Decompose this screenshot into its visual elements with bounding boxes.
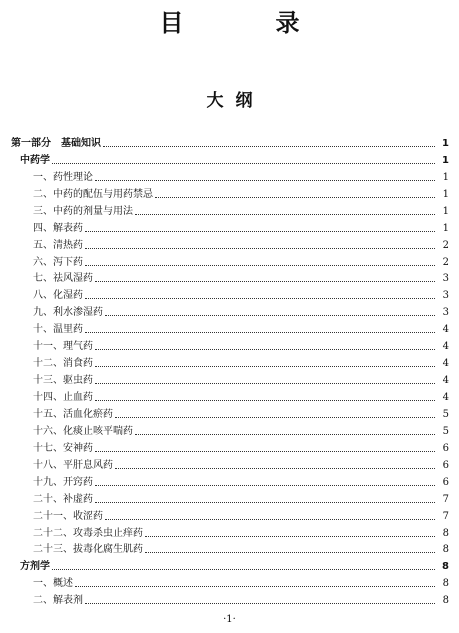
toc-entry[interactable] — [0, 540, 459, 557]
toc-entry-label: 九、利水渗湿药 — [33, 307, 103, 319]
dot-leader — [135, 434, 435, 435]
dot-leader — [105, 315, 435, 316]
toc-entry-page: 7 — [442, 493, 449, 505]
toc-entry-label: 十二、消食药 — [33, 358, 93, 370]
page-title: 目 录 — [159, 9, 334, 37]
dot-leader — [105, 519, 435, 520]
toc-entry-page: 3 — [442, 307, 449, 319]
toc-entry[interactable] — [0, 218, 459, 235]
toc-entry-label: 十一、理气药 — [33, 341, 93, 353]
toc-entry-label: 二十、补虚药 — [33, 493, 93, 505]
toc-entry-page: 8 — [442, 578, 449, 590]
toc-entry-page: 7 — [442, 510, 449, 522]
toc-entry[interactable] — [0, 523, 459, 540]
dot-leader — [155, 197, 435, 198]
toc-entry-label: 二十一、收涩药 — [33, 510, 103, 522]
toc-entry-label: 十五、活血化瘀药 — [33, 408, 113, 420]
toc-entry-label: 十三、驱虫药 — [33, 375, 93, 387]
toc-entry[interactable] — [0, 150, 459, 167]
toc-entry[interactable] — [0, 167, 459, 184]
toc-entry[interactable] — [0, 438, 459, 455]
toc-entry[interactable] — [0, 590, 459, 607]
toc-entry[interactable] — [0, 201, 459, 218]
toc-entry-page: 8 — [442, 544, 449, 556]
toc-entry[interactable] — [0, 455, 459, 472]
toc-entry[interactable] — [0, 472, 459, 489]
dot-leader — [95, 180, 435, 181]
toc-entry-label: 二、中药的配伍与用药禁忌 — [33, 188, 153, 200]
toc-entry-label: 十八、平肝息风药 — [33, 459, 113, 471]
toc-entry-page: 3 — [442, 273, 449, 285]
toc-entry-page: 5 — [442, 425, 449, 437]
toc-entry[interactable] — [0, 573, 459, 590]
dot-leader — [103, 146, 435, 147]
toc-entry-page: 5 — [442, 408, 449, 420]
toc-entry-page: 4 — [442, 375, 449, 387]
toc-entry[interactable] — [0, 556, 459, 573]
dot-leader — [95, 485, 435, 486]
toc-entry[interactable] — [0, 302, 459, 319]
toc-entry-label: 五、清热药 — [33, 239, 83, 251]
dot-leader — [85, 332, 435, 333]
toc-entry-label: 一、概述 — [33, 578, 73, 590]
toc-entry-page: 1 — [442, 171, 449, 183]
dot-leader — [115, 468, 435, 469]
dot-leader — [95, 383, 435, 384]
toc-entry-page: 6 — [442, 476, 449, 488]
toc-entry[interactable] — [0, 387, 459, 404]
dot-leader — [95, 281, 435, 282]
dot-leader — [145, 536, 435, 537]
dot-leader — [95, 400, 435, 401]
dot-leader — [85, 248, 435, 249]
toc-entry-page: 1 — [442, 205, 449, 217]
toc-entry-page: 4 — [442, 392, 449, 403]
toc-entry-page: 1 — [442, 188, 449, 200]
toc-entry[interactable] — [0, 421, 459, 438]
toc-entry-page: 4 — [442, 324, 449, 336]
toc-entry-label: 四、解表药 — [33, 222, 83, 234]
toc-entry[interactable] — [0, 489, 459, 506]
table-of-contents — [0, 133, 459, 607]
toc-entry-label: 二、解表剂 — [33, 595, 83, 607]
section-title: 大纲 — [206, 91, 265, 111]
toc-entry-label: 方剂学 — [20, 561, 50, 573]
toc-entry-page: 1 — [442, 222, 449, 234]
toc-entry-label: 中药学 — [20, 154, 50, 166]
toc-entry[interactable] — [0, 133, 459, 150]
dot-leader — [135, 214, 435, 215]
dot-leader — [85, 231, 435, 232]
toc-entry[interactable] — [0, 285, 459, 302]
toc-entry-label: 七、祛风湿药 — [33, 273, 93, 285]
dot-leader — [115, 417, 435, 418]
page-number: ·1· — [223, 614, 236, 625]
toc-entry-label: 二十三、拔毒化腐生肌药 — [33, 544, 143, 556]
toc-entry[interactable] — [0, 184, 459, 201]
toc-entry-label: 第一部分 基础知识 — [11, 137, 101, 149]
toc-entry-page: 8 — [442, 595, 449, 607]
dot-leader — [95, 349, 435, 350]
dot-leader — [145, 552, 435, 553]
toc-entry-label: 十九、开窍药 — [33, 476, 93, 488]
dot-leader — [95, 502, 435, 503]
dot-leader — [52, 163, 435, 164]
toc-entry-page: 1 — [442, 137, 449, 149]
dot-leader — [85, 298, 435, 299]
toc-entry[interactable] — [0, 319, 459, 336]
toc-entry-page: 2 — [442, 239, 449, 251]
toc-entry-page: 8 — [442, 527, 449, 539]
toc-entry-page: 8 — [442, 561, 449, 573]
toc-entry-label: 二十二、攻毒杀虫止痒药 — [33, 527, 143, 539]
toc-entry-label: 十、温里药 — [33, 324, 83, 336]
toc-entry-label: 八、化湿药 — [33, 290, 83, 302]
toc-entry[interactable] — [0, 235, 459, 252]
dot-leader — [95, 451, 435, 452]
dot-leader — [85, 265, 435, 266]
dot-leader — [75, 586, 435, 587]
dot-leader — [95, 366, 435, 367]
dot-leader — [52, 569, 435, 570]
toc-entry-page: 1 — [442, 154, 449, 166]
toc-entry[interactable] — [0, 269, 459, 286]
toc-entry-label: 十六、化痰止咳平喘药 — [33, 425, 133, 437]
toc-entry-label: 一、药性理论 — [33, 171, 93, 183]
toc-entry-label: 十七、安神药 — [33, 442, 93, 454]
toc-entry-page: 6 — [442, 459, 449, 471]
toc-entry[interactable] — [0, 404, 459, 421]
toc-entry-label: 三、中药的剂量与用法 — [33, 205, 133, 217]
toc-entry-page: 4 — [442, 341, 449, 353]
toc-entry[interactable] — [0, 370, 459, 387]
toc-entry-page: 2 — [442, 256, 449, 268]
toc-entry-page: 3 — [442, 290, 449, 302]
toc-entry[interactable] — [0, 252, 459, 269]
toc-entry-page: 4 — [442, 358, 449, 370]
toc-entry-label: 十四、止血药 — [33, 392, 93, 403]
toc-entry[interactable] — [0, 336, 459, 353]
toc-entry[interactable] — [0, 506, 459, 523]
toc-entry-page: 6 — [442, 442, 449, 454]
toc-entry-label: 六、泻下药 — [33, 256, 83, 268]
dot-leader — [85, 603, 435, 604]
toc-entry[interactable] — [0, 353, 459, 370]
